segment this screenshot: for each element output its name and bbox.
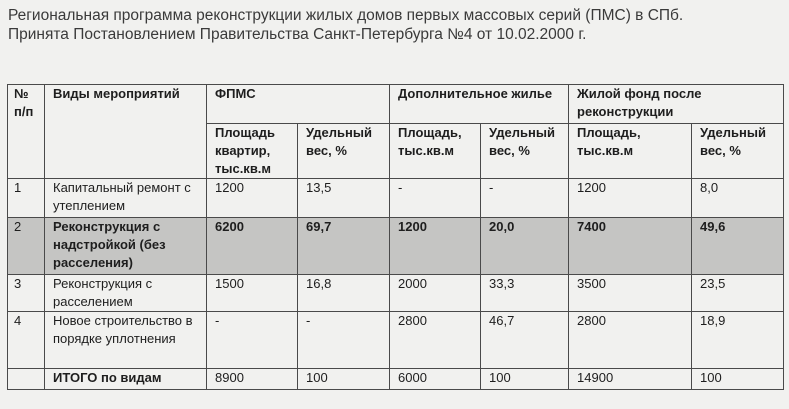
total-num	[8, 369, 45, 390]
row-num: 3	[8, 275, 45, 312]
row-after-share: 49,6	[692, 218, 784, 275]
total-after-area: 14900	[569, 369, 692, 390]
row-fpms-share: -	[298, 312, 390, 369]
total-extra-area: 6000	[390, 369, 481, 390]
row-extra-share: 20,0	[481, 218, 569, 275]
row-after-share: 8,0	[692, 179, 784, 218]
sub-header-fpms-share: Удельный вес, %	[298, 124, 390, 179]
row-fpms-area: -	[207, 312, 298, 369]
sub-header-after-area: Площадь, тыс.кв.м	[569, 124, 692, 179]
group-header-extra: Дополнительное жилье	[390, 85, 569, 124]
row-kind: Реконструкция с надстройкой (без расселения)	[45, 218, 207, 275]
total-label: ИТОГО по видам	[45, 369, 207, 390]
row-num: 1	[8, 179, 45, 218]
row-after-area: 2800	[569, 312, 692, 369]
row-fpms-area: 1200	[207, 179, 298, 218]
row-after-area: 3500	[569, 275, 692, 312]
title-line-2: Принята Постановлением Правительства Санкт-Петербурга №4 от 10.02.2000 г.	[8, 26, 587, 43]
row-fpms-area: 6200	[207, 218, 298, 275]
sub-header-extra-share: Удельный вес, %	[481, 124, 569, 179]
sub-header-fpms-area: Площадь квартир, тыс.кв.м	[207, 124, 298, 179]
row-after-area: 1200	[569, 179, 692, 218]
row-extra-area: 2800	[390, 312, 481, 369]
row-kind: Капитальный ремонт с утеплением	[45, 179, 207, 218]
row-after-share: 23,5	[692, 275, 784, 312]
row-kind: Реконструкция с расселением	[45, 275, 207, 312]
row-extra-share: 33,3	[481, 275, 569, 312]
row-extra-area: 2000	[390, 275, 481, 312]
title-line-1: Региональная программа реконструкции жилых домов первых массовых серий (ПМС) в СПб.	[8, 7, 684, 24]
row-num: 2	[8, 218, 45, 275]
row-after-area: 7400	[569, 218, 692, 275]
group-header-fpms: ФПМС	[207, 85, 390, 124]
row-fpms-share: 16,8	[298, 275, 390, 312]
table-row	[8, 275, 784, 312]
col-header-num: № п/п	[8, 85, 45, 179]
row-extra-area: -	[390, 179, 481, 218]
row-extra-share: -	[481, 179, 569, 218]
row-fpms-area: 1500	[207, 275, 298, 312]
total-extra-share: 100	[481, 369, 569, 390]
header-row	[8, 85, 784, 124]
row-fpms-share: 13,5	[298, 179, 390, 218]
document-title	[8, 6, 683, 44]
sub-header-after-share: Удельный вес, %	[692, 124, 784, 179]
row-kind: Новое строительство в порядке уплотнения	[45, 312, 207, 369]
row-num: 4	[8, 312, 45, 369]
total-row	[8, 369, 784, 390]
program-table	[7, 84, 784, 390]
table-row-highlighted	[8, 218, 784, 275]
sub-header-extra-area: Площадь, тыс.кв.м	[390, 124, 481, 179]
row-fpms-share: 69,7	[298, 218, 390, 275]
total-fpms-area: 8900	[207, 369, 298, 390]
total-fpms-share: 100	[298, 369, 390, 390]
group-header-after: Жилой фонд после реконструкции	[569, 85, 784, 124]
total-after-share: 100	[692, 369, 784, 390]
table-row	[8, 312, 784, 369]
row-extra-area: 1200	[390, 218, 481, 275]
row-after-share: 18,9	[692, 312, 784, 369]
row-extra-share: 46,7	[481, 312, 569, 369]
table-row	[8, 179, 784, 218]
col-header-kind: Виды мероприятий	[45, 85, 207, 179]
